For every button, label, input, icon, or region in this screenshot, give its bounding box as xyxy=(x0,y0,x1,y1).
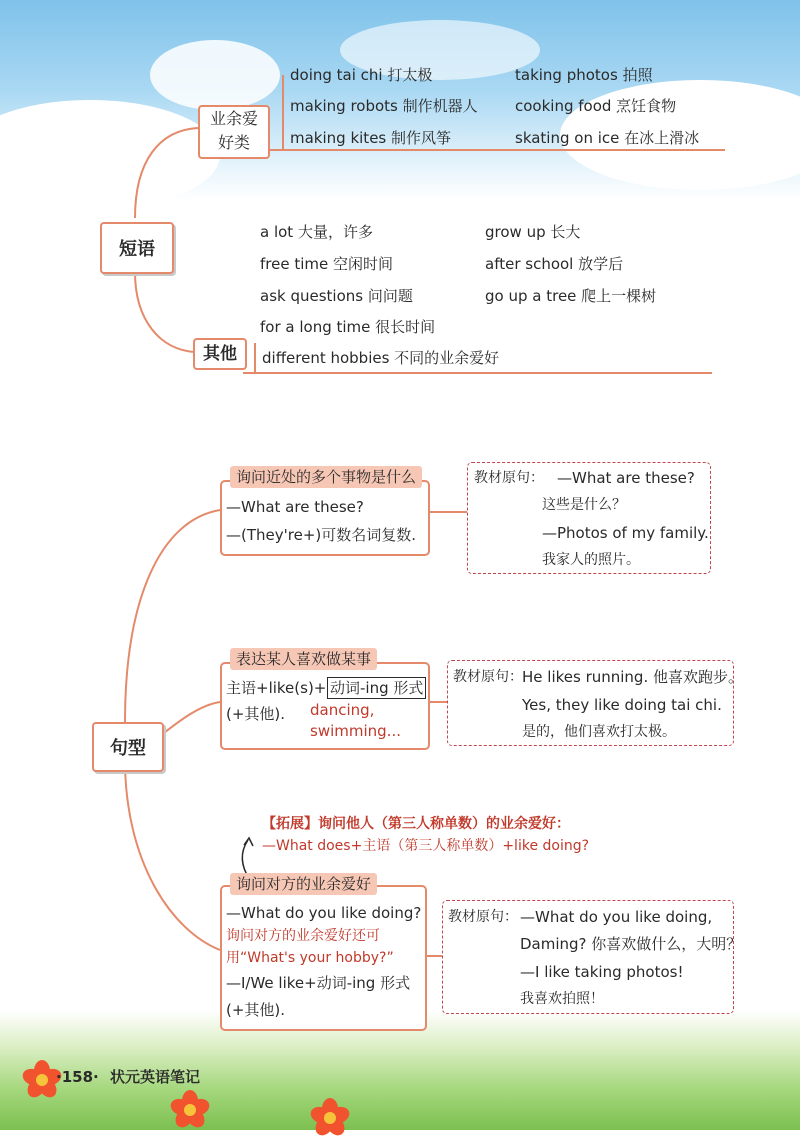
book-title: 状元英语笔记 xyxy=(109,1068,200,1086)
pattern-highlight: 动词-ing 形式 xyxy=(327,677,426,699)
other-phrase: free time 空闲时间 xyxy=(260,255,394,273)
other-phrase: grow up 长大 xyxy=(485,223,581,241)
phrases-node: 短语 xyxy=(100,222,174,274)
sentence-line: —(They're+)可数名词复数. xyxy=(226,526,417,544)
pattern-part: 主语+like(s)+ xyxy=(226,679,327,697)
quote-label: 教材原句： xyxy=(448,909,518,925)
quote-line: 这些是什么？ xyxy=(542,497,626,513)
hobby-phrase: taking photos 拍照 xyxy=(515,66,653,84)
hobby-phrase: doing tai chi 打太极 xyxy=(290,66,433,84)
other-phrase: for a long time 很长时间 xyxy=(260,318,436,336)
quote-line: 我家人的照片。 xyxy=(542,552,640,568)
sentences-node: 句型 xyxy=(92,722,164,772)
example-words: dancing, xyxy=(310,701,375,719)
pattern-part: (+其他). xyxy=(226,705,286,723)
hobby-category-node xyxy=(198,105,270,159)
hobby-category-label: 业余爱好类 xyxy=(209,109,258,152)
example-words: swimming... xyxy=(310,722,401,740)
quote-line: Daming? 你喜欢做什么，大明？ xyxy=(520,935,742,953)
other-phrase: go up a tree 爬上一棵树 xyxy=(485,287,657,305)
quote-line: 我喜欢拍照！ xyxy=(520,991,604,1007)
quote-line: —Photos of my family. xyxy=(542,524,709,542)
quote-line: —What do you like doing, xyxy=(520,908,713,926)
sentence-tag-2: 表达某人喜欢做某事 xyxy=(230,648,377,670)
quote-line: 是的，他们喜欢打太极。 xyxy=(522,724,676,740)
sentence-tag-3: 询问对方的业余爱好 xyxy=(230,873,377,895)
page-number: ·158· xyxy=(56,1068,99,1086)
hobby-phrase: cooking food 烹饪食物 xyxy=(515,97,677,115)
other-phrase: different hobbies 不同的业余爱好 xyxy=(262,349,500,367)
sentence-line: —What are these? xyxy=(226,498,364,516)
other-phrase: after school 放学后 xyxy=(485,255,624,273)
quote-line: Yes, they like doing tai chi. xyxy=(522,696,722,714)
sentence-line: —What do you like doing? xyxy=(226,904,422,922)
hobby-phrase: skating on ice 在冰上滑冰 xyxy=(515,129,700,147)
quote-line: He likes running. 他喜欢跑步。 xyxy=(522,668,743,686)
quote-label: 教材原句： xyxy=(453,669,523,685)
hobby-phrase: making kites 制作风筝 xyxy=(290,129,452,147)
quote-line: —What are these? xyxy=(557,469,695,487)
note-line: 询问对方的业余爱好还可 xyxy=(226,928,380,944)
note-line: 用“What's your hobby?” xyxy=(226,950,394,966)
sentence-line: —I/We like+动词-ing 形式 xyxy=(226,974,411,992)
sentence-tag-1: 询问近处的多个事物是什么 xyxy=(230,466,422,488)
other-category-node: 其他 xyxy=(193,338,247,370)
hobby-phrase: making robots 制作机器人 xyxy=(290,97,478,115)
quote-line: —I like taking photos! xyxy=(520,963,684,981)
other-phrase: ask questions 问问题 xyxy=(260,287,413,305)
sentence-line: (+其他). xyxy=(226,1001,286,1019)
other-phrase: a lot 大量，许多 xyxy=(260,223,373,241)
quote-label: 教材原句： xyxy=(474,470,544,486)
extension-label: 【拓展】询问他人（第三人称单数）的业余爱好： xyxy=(262,816,570,832)
page-footer xyxy=(56,1066,200,1087)
extension-text: —What does+主语（第三人称单数）+like doing? xyxy=(262,838,590,854)
